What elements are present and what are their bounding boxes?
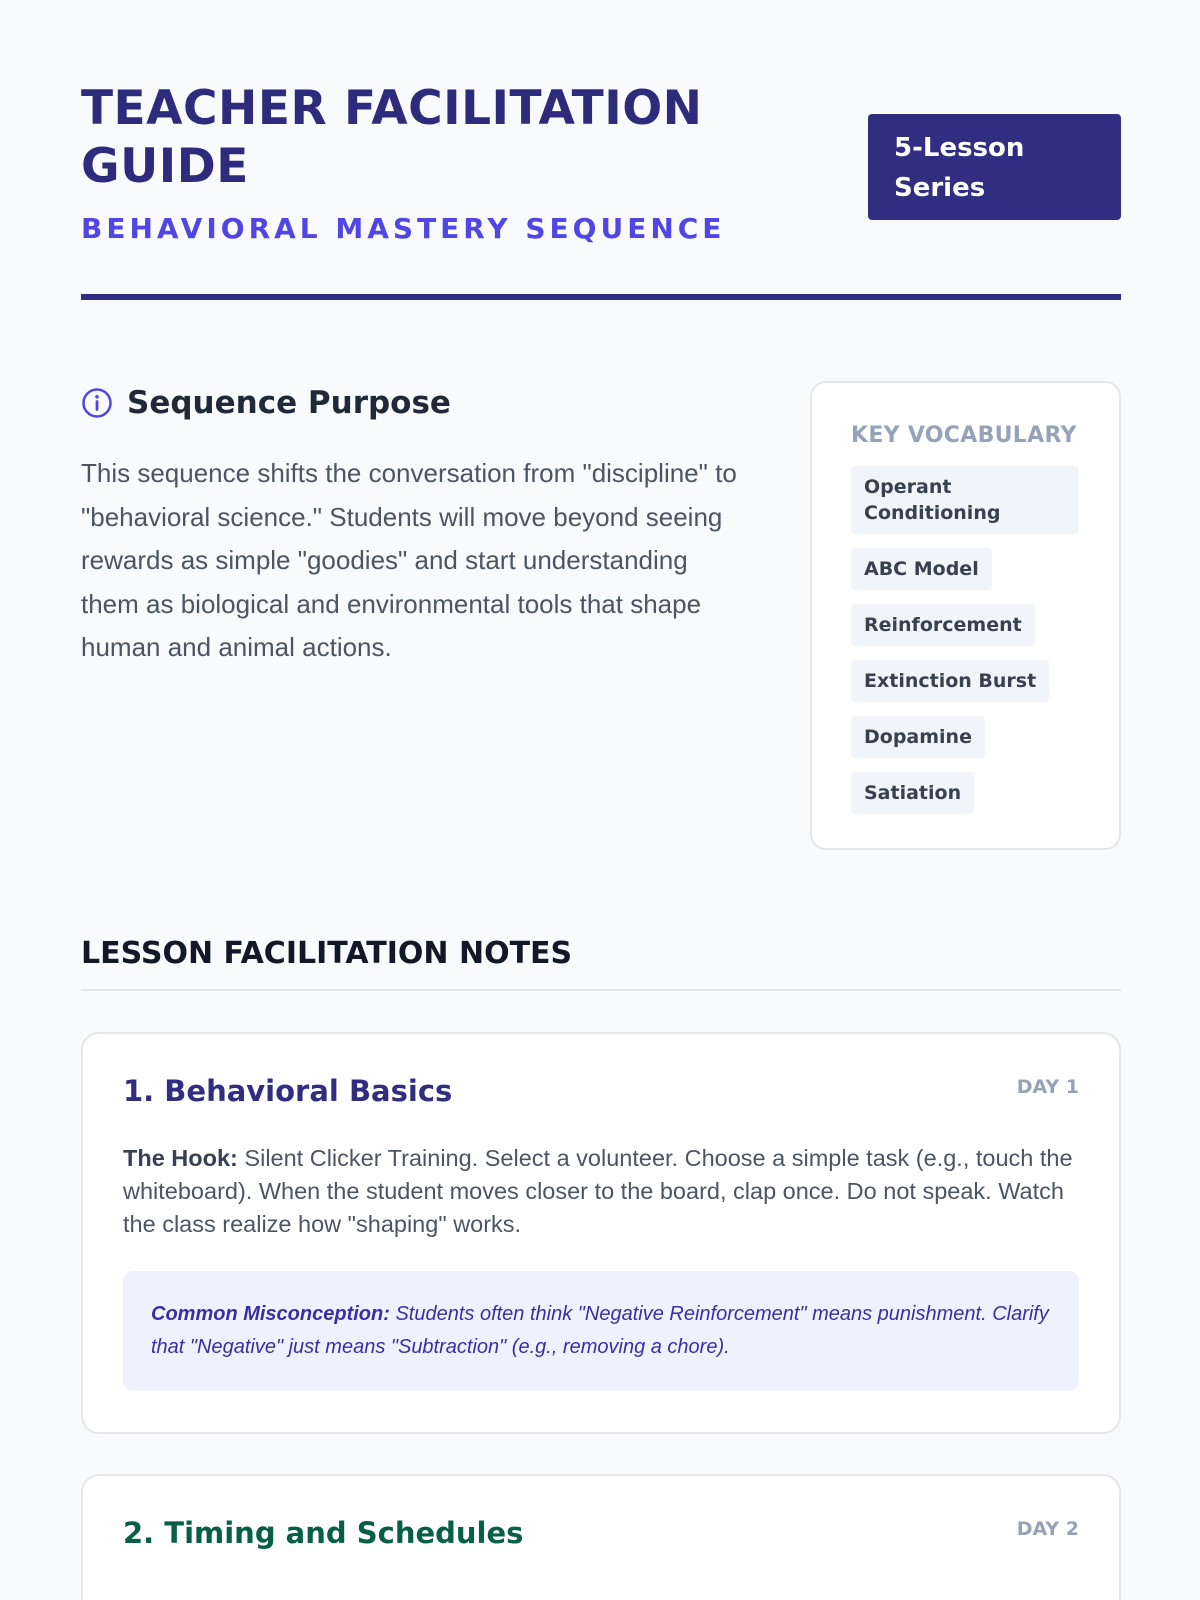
vocabulary-list: [851, 466, 1080, 828]
lesson-title: 1. Behavioral Basics: [123, 1074, 453, 1108]
misconception-label: Common Misconception:: [151, 1303, 390, 1325]
vocabulary-term: ABC Model: [851, 548, 992, 590]
series-badge: 5-Lesson Series: [868, 114, 1121, 220]
page-subtitle: BEHAVIORAL MASTERY SEQUENCE: [81, 212, 726, 245]
notes-divider: [81, 989, 1121, 991]
vocabulary-title: KEY VOCABULARY: [851, 423, 1077, 448]
lesson-title: 2. Timing and Schedules: [123, 1516, 524, 1550]
hook-text: Silent Clicker Training. Select a volunteer. Choose a simple task (e.g., touch the whiteboard). When the student moves closer to the board, clap once. Do not speak. Watch the class realize how "shaping" works.: [123, 1145, 1073, 1237]
vocabulary-term: Operant Conditioning: [851, 466, 1079, 534]
hook-label: The Hook:: [123, 1145, 238, 1171]
purpose-header: [81, 380, 741, 426]
notes-heading: LESSON FACILITATION NOTES: [81, 936, 573, 971]
purpose-section: [81, 380, 741, 670]
day-label: DAY 2: [1016, 1518, 1079, 1540]
vocabulary-term: Reinforcement: [851, 604, 1035, 646]
misconception-text: Students often think "Negative Reinforcement" means punishment. Clarify that "Negative" just means "Subtraction" (e.g., removing a chore).: [151, 1303, 1049, 1358]
page: [81, 0, 1121, 1600]
vocabulary-term: Dopamine: [851, 716, 985, 758]
lesson-hook: [123, 1142, 1079, 1241]
lesson-card: [81, 1032, 1121, 1434]
purpose-text: This sequence shifts the conversation from "discipline" to "behavioral science." Students will move beyond seeing rewards as simple "goodies" and start understanding them as biological and environmental tools that shape human and animal actions.: [81, 458, 737, 662]
misconception-callout: [123, 1271, 1079, 1391]
vocabulary-term: Satiation: [851, 772, 974, 814]
page-title: TEACHER FACILITATION GUIDE: [81, 81, 703, 194]
day-label: DAY 1: [1016, 1076, 1079, 1098]
vocabulary-term: Extinction Burst: [851, 660, 1049, 702]
page-header: [81, 80, 1121, 300]
header-divider: [81, 294, 1121, 300]
lesson-card: [81, 1474, 1121, 1600]
purpose-title: Sequence Purpose: [127, 385, 451, 421]
info-icon: [81, 387, 113, 419]
vocabulary-card: [810, 381, 1121, 850]
